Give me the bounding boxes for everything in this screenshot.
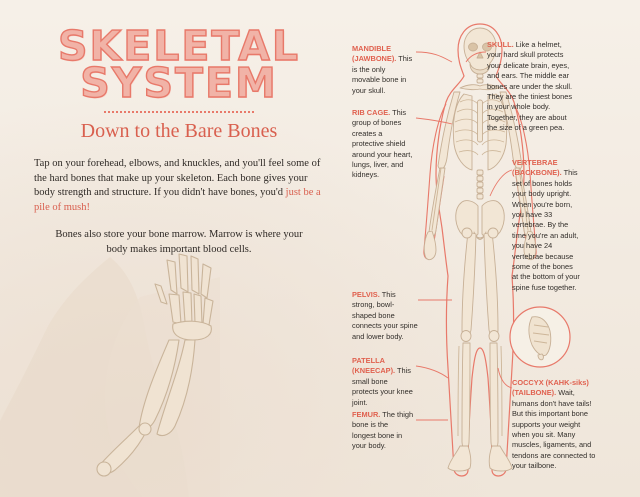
callout-vertebrae-term: VERTEBRAE (BACKBONE). (512, 158, 562, 178)
second-paragraph: Bones also store your bone marrow. Marrow is where your body makes important blood cells. (55, 229, 303, 255)
callout-rib-cage-term: RIB CAGE. (352, 108, 391, 117)
callout-femur-term: FEMUR. (352, 410, 381, 419)
callout-skull-term: SKULL. (487, 40, 514, 49)
callout-patella-term: PATELLA (KNEECAP). (352, 356, 396, 376)
callout-pelvis (352, 290, 418, 342)
callout-pelvis-text: This strong, bowl-shaped bone connects your spine and lower body. (352, 290, 418, 341)
callout-mandible-text: This is the only movable bone in your skull. (352, 54, 413, 95)
callout-mandible-term: MANDIBLE (JAWBONE). (352, 44, 397, 64)
callout-rib-cage (352, 108, 416, 181)
title-block (34, 22, 324, 270)
callout-vertebrae-text: This set of bones holds your body upright. When you're born, you have 33 vertebrae. By the time you're an adult, you have 24 vertebrae because some of the bones at the bottom of your spine fuse together. (512, 168, 580, 292)
intro-accent-text: just be a pile of mush! (34, 187, 321, 213)
callout-skull (487, 40, 573, 134)
page-subtitle: Down to the Bare Bones (80, 120, 278, 142)
callout-pelvis-term: PELVIS. (352, 290, 380, 299)
callout-rib-cage-text: This group of bones creates a protective shield around your heart, lungs, liver, and kidneys. (352, 108, 413, 180)
callout-patella-text: This small bone protects your knee joint. (352, 366, 413, 407)
page-title-line-1: SKELETAL (57, 22, 301, 70)
callout-femur (352, 410, 414, 452)
page-title-line-2: SYSTEM (80, 59, 278, 107)
page-title (34, 22, 324, 107)
callout-coccyx (512, 378, 596, 472)
callout-skull-text: Like a helmet, your hard skull protects your delicate brain, eyes, and ears. The middle ear bones are under the skull. They are the tiniest bones in your whole body. Together, they are about the size of a green pea. (487, 40, 573, 133)
callout-femur-text: The thigh bone is the longest bone in your body. (352, 410, 414, 451)
title-divider (104, 111, 254, 113)
intro-paragraph (34, 157, 324, 215)
callout-mandible (352, 44, 414, 96)
intro-paragraph-text: Tap on your forehead, elbows, and knuckles, and you'll feel some of the hard bones that make up your skeleton. Each bone gives your body strength and structure. If you didn't have bones, you'd just be a pile of mush! (34, 158, 321, 213)
arm-and-hand-bones-illustration (95, 250, 275, 485)
callout-coccyx-text: Wait, humans don't have tails! But this important bone supports your weight when you sit. Many muscles, ligaments, and tendons are connected to your tailbone. (512, 388, 596, 471)
coccyx-detail-inset (508, 305, 572, 369)
callout-patella (352, 356, 414, 408)
callout-coccyx-term: COCCYX (KAHK-siks) (TAILBONE). (512, 378, 589, 398)
callout-vertebrae (512, 158, 580, 293)
